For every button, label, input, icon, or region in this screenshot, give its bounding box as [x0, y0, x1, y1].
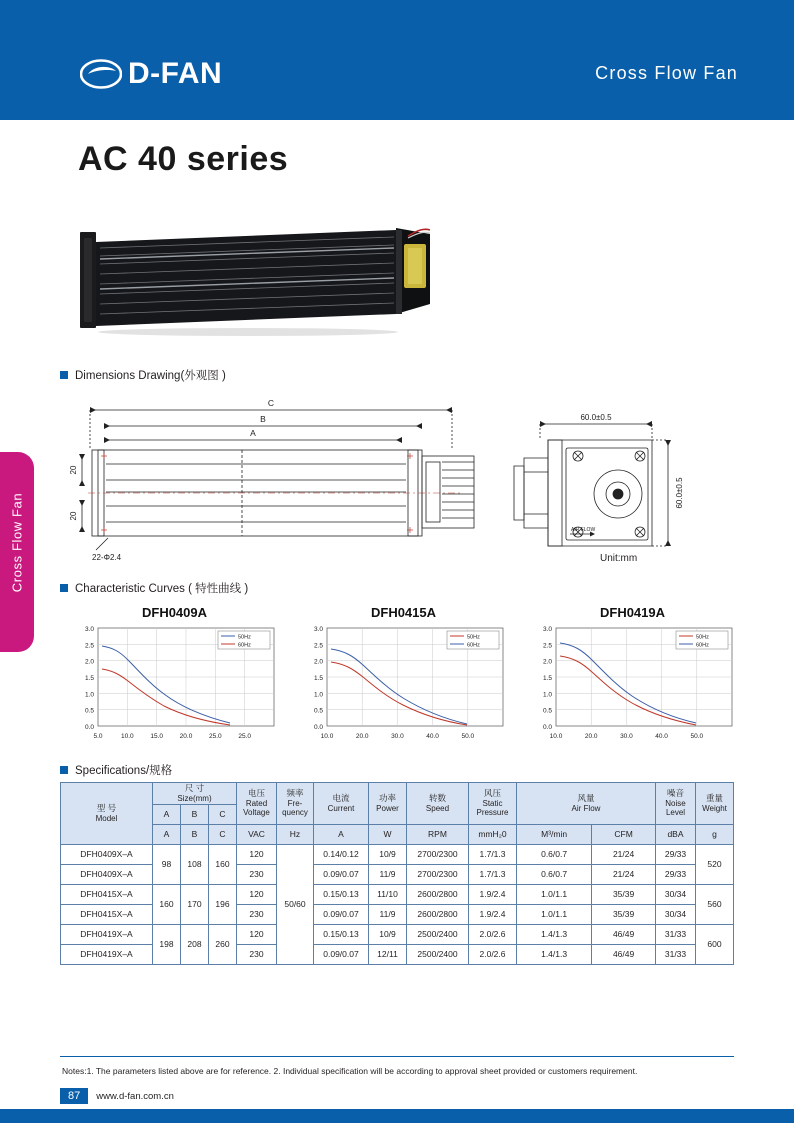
square-bullet-icon — [60, 371, 68, 379]
page-title: AC 40 series — [78, 140, 289, 178]
header-current: 电流 Current — [314, 783, 369, 825]
cell-cfm: 35/39 — [592, 884, 656, 904]
cell-flow-m3: 1.4/1.3 — [517, 944, 592, 964]
svg-text:40.0: 40.0 — [426, 733, 439, 740]
cell-noise: 31/33 — [656, 944, 696, 964]
unit-voltage: VAC — [237, 824, 277, 844]
svg-text:50.0: 50.0 — [690, 733, 704, 740]
cell-speed: 2700/2300 — [407, 864, 469, 884]
bottom-bar — [0, 1109, 794, 1123]
cell-power: 10/9 — [369, 924, 407, 944]
header-size-b: B — [181, 804, 209, 824]
svg-text:50Hz: 50Hz — [467, 634, 480, 641]
svg-text:0.5: 0.5 — [313, 707, 323, 715]
header-size-c: C — [209, 804, 237, 824]
curve-title: DFH0409A — [141, 605, 208, 620]
svg-text:60.0±0.5: 60.0±0.5 — [675, 477, 684, 509]
cell-voltage: 120 — [237, 924, 277, 944]
svg-text:20.0: 20.0 — [584, 733, 598, 740]
table-row — [61, 844, 734, 864]
cell-flow-m3: 0.6/0.7 — [517, 864, 592, 884]
table-row — [61, 924, 734, 944]
svg-text:20: 20 — [69, 511, 78, 521]
dimensions-drawing — [62, 388, 734, 568]
cell-speed: 2600/2800 — [407, 904, 469, 924]
unit-frequency: Hz — [277, 824, 314, 844]
cell-current: 0.09/0.07 — [314, 904, 369, 924]
cell-pressure: 1.9/2.4 — [469, 884, 517, 904]
svg-text:C: C — [267, 398, 275, 408]
cell-model: DFH0409X–A — [61, 844, 153, 864]
table-row — [61, 884, 734, 904]
svg-text:20.0: 20.0 — [179, 733, 193, 740]
section-heading-specifications — [60, 762, 172, 778]
header-voltage: 电压 Rated Voltage — [237, 783, 277, 825]
cell-size-b: 170 — [181, 884, 209, 924]
table-head — [61, 783, 734, 845]
cell-cfm: 21/24 — [592, 844, 656, 864]
cell-model: DFH0415X–A — [61, 904, 153, 924]
header-title: Cross Flow Fan — [595, 63, 738, 83]
svg-text:0.0: 0.0 — [313, 724, 323, 731]
svg-text:5.0: 5.0 — [93, 733, 103, 740]
header-air-flow: 风量 Air Flow — [517, 783, 656, 825]
svg-text:60.0±0.5: 60.0±0.5 — [580, 413, 612, 422]
unit-air-flow-cfm: CFM — [592, 824, 656, 844]
unit-weight: g — [696, 824, 734, 844]
unit-noise: dBA — [656, 824, 696, 844]
curve-chart-dfh0419a — [520, 605, 745, 755]
square-bullet-icon — [60, 584, 68, 592]
svg-text:0.5: 0.5 — [84, 707, 94, 715]
unit-size-a: A — [153, 824, 181, 844]
unit-size-c: C — [209, 824, 237, 844]
svg-text:A: A — [250, 428, 256, 438]
cell-size-a: 160 — [153, 884, 181, 924]
footer-divider — [60, 1056, 734, 1057]
square-bullet-icon — [60, 766, 68, 774]
header-static-pressure: 风压 Static Pressure — [469, 783, 517, 825]
svg-text:B: B — [260, 414, 266, 424]
cell-pressure: 1.7/1.3 — [469, 864, 517, 884]
unit-label: Unit:mm — [600, 553, 638, 564]
cell-size-c: 160 — [209, 844, 237, 884]
svg-text:2.0: 2.0 — [542, 658, 552, 666]
unit-power: W — [369, 824, 407, 844]
cell-power: 12/11 — [369, 944, 407, 964]
cell-cfm: 46/49 — [592, 944, 656, 964]
cell-flow-m3: 1.0/1.1 — [517, 884, 592, 904]
header-model: 型 号 Model — [61, 783, 153, 845]
product-photo — [78, 228, 430, 338]
header-size-a: A — [153, 804, 181, 824]
cell-pressure: 1.7/1.3 — [469, 844, 517, 864]
header-speed: 转数 Speed — [407, 783, 469, 825]
header-noise: 噪音 Noise Level — [656, 783, 696, 825]
cell-noise: 29/33 — [656, 844, 696, 864]
header-size: 尺 寸 Size(mm) — [153, 783, 237, 805]
curve-chart-dfh0409a — [62, 605, 287, 755]
svg-text:2.5: 2.5 — [84, 642, 94, 650]
svg-text:0.5: 0.5 — [542, 707, 552, 715]
cell-power: 11/9 — [369, 864, 407, 884]
svg-text:20.0: 20.0 — [355, 733, 369, 740]
specifications-table-wrapper — [60, 782, 734, 965]
cell-current: 0.15/0.13 — [314, 884, 369, 904]
header-power: 功率 Power — [369, 783, 407, 825]
cell-model: DFH0415X–A — [61, 884, 153, 904]
unit-speed: RPM — [407, 824, 469, 844]
cell-size-a: 198 — [153, 924, 181, 964]
notes-text: Notes:1. The parameters listed above are for reference. 2. Individual specification will be according to approval sheet provided or customers requirement. — [62, 1066, 638, 1076]
svg-text:50Hz: 50Hz — [696, 634, 709, 641]
cell-flow-m3: 1.4/1.3 — [517, 924, 592, 944]
svg-text:25.0: 25.0 — [208, 733, 222, 740]
cell-voltage: 230 — [237, 864, 277, 884]
svg-text:10.0: 10.0 — [320, 733, 334, 740]
svg-text:60Hz: 60Hz — [238, 642, 251, 649]
svg-text:50Hz: 50Hz — [238, 634, 251, 641]
svg-text:AIR FLOW: AIR FLOW — [571, 527, 596, 533]
cell-model: DFH0419X–A — [61, 944, 153, 964]
cell-cfm: 21/24 — [592, 864, 656, 884]
cell-voltage: 120 — [237, 884, 277, 904]
cell-voltage: 230 — [237, 904, 277, 924]
section-label-dimensions: Dimensions Drawing(外观图 ) — [75, 370, 226, 382]
unit-size-b: B — [181, 824, 209, 844]
svg-text:1.0: 1.0 — [313, 691, 323, 699]
svg-text:1.5: 1.5 — [84, 675, 94, 682]
table-header-row-1 — [61, 783, 734, 805]
table-body — [61, 844, 734, 964]
specifications-table — [60, 782, 734, 965]
cell-speed: 2600/2800 — [407, 884, 469, 904]
curve-chart-dfh0415a — [291, 605, 516, 755]
svg-text:2.5: 2.5 — [542, 642, 552, 650]
svg-text:2.5: 2.5 — [313, 642, 323, 650]
cell-pressure: 1.9/2.4 — [469, 904, 517, 924]
page-number: 87 — [60, 1088, 88, 1104]
svg-text:1.0: 1.0 — [84, 691, 94, 699]
svg-text:40.0: 40.0 — [655, 733, 668, 740]
side-tab-label: Cross Flow Fan — [9, 492, 25, 593]
cell-size-b: 208 — [181, 924, 209, 964]
cell-noise: 29/33 — [656, 864, 696, 884]
cell-cfm: 35/39 — [592, 904, 656, 924]
svg-text:10.0: 10.0 — [549, 733, 563, 740]
cell-current: 0.15/0.13 — [314, 924, 369, 944]
cell-flow-m3: 1.0/1.1 — [517, 904, 592, 924]
section-label-curves: Characteristic Curves ( 特性曲线 ) — [75, 583, 249, 595]
curve-title: DFH0419A — [599, 605, 666, 620]
cell-weight: 600 — [696, 924, 734, 964]
website-url[interactable]: www.d-fan.com.cn — [96, 1090, 174, 1102]
cell-size-c: 260 — [209, 924, 237, 964]
svg-text:22-Φ2.4: 22-Φ2.4 — [92, 553, 122, 562]
cell-weight: 520 — [696, 844, 734, 884]
brand-logo — [80, 57, 222, 91]
svg-text:3.0: 3.0 — [542, 626, 552, 633]
header-weight: 重量 Weight — [696, 783, 734, 825]
cell-noise: 30/34 — [656, 884, 696, 904]
section-label-specifications: Specifications/规格 — [75, 765, 173, 777]
svg-text:1.5: 1.5 — [542, 675, 552, 682]
cell-speed: 2700/2300 — [407, 844, 469, 864]
unit-static-pressure: mmH₂0 — [469, 824, 517, 844]
table-header-row-units — [61, 824, 734, 844]
svg-text:30.0: 30.0 — [620, 733, 633, 740]
page-footer — [60, 1088, 174, 1104]
svg-text:2.0: 2.0 — [313, 658, 323, 666]
cell-size-b: 108 — [181, 844, 209, 884]
svg-text:0.0: 0.0 — [84, 724, 94, 731]
curve-title: DFH0415A — [370, 605, 437, 620]
svg-text:25.0: 25.0 — [238, 733, 252, 740]
cell-current: 0.09/0.07 — [314, 944, 369, 964]
section-heading-curves — [60, 580, 248, 596]
cell-power: 11/10 — [369, 884, 407, 904]
d-fan-logo-icon — [80, 59, 122, 89]
svg-text:20: 20 — [69, 465, 78, 475]
unit-air-flow-m3: M³/min — [517, 824, 592, 844]
svg-text:60Hz: 60Hz — [696, 642, 709, 649]
cell-model: DFH0419X–A — [61, 924, 153, 944]
svg-text:2.0: 2.0 — [84, 658, 94, 666]
cell-pressure: 2.0/2.6 — [469, 944, 517, 964]
cell-power: 11/9 — [369, 904, 407, 924]
svg-text:3.0: 3.0 — [84, 626, 94, 633]
cell-speed: 2500/2400 — [407, 924, 469, 944]
svg-text:1.0: 1.0 — [542, 691, 552, 699]
cell-pressure: 2.0/2.6 — [469, 924, 517, 944]
svg-text:0.0: 0.0 — [542, 724, 552, 731]
cell-power: 10/9 — [369, 844, 407, 864]
cell-voltage: 120 — [237, 844, 277, 864]
cell-weight: 560 — [696, 884, 734, 924]
cell-speed: 2500/2400 — [407, 944, 469, 964]
svg-text:3.0: 3.0 — [313, 626, 323, 633]
section-heading-dimensions — [60, 367, 226, 383]
cell-cfm: 46/49 — [592, 924, 656, 944]
header-frequency: 频率 Fre- quency — [277, 783, 314, 825]
page-header — [0, 0, 794, 120]
side-tab — [0, 452, 34, 652]
svg-text:60Hz: 60Hz — [467, 642, 480, 649]
characteristic-curves — [62, 605, 734, 755]
svg-text:50.0: 50.0 — [461, 733, 475, 740]
cell-flow-m3: 0.6/0.7 — [517, 844, 592, 864]
cell-size-a: 98 — [153, 844, 181, 884]
svg-text:15.0: 15.0 — [150, 733, 164, 740]
cell-frequency: 50/60 — [277, 844, 314, 964]
brand-name: D-FAN — [128, 56, 223, 90]
cell-noise: 30/34 — [656, 904, 696, 924]
cell-voltage: 230 — [237, 944, 277, 964]
cell-current: 0.09/0.07 — [314, 864, 369, 884]
svg-text:1.5: 1.5 — [313, 675, 323, 682]
cell-noise: 31/33 — [656, 924, 696, 944]
unit-current: A — [314, 824, 369, 844]
cell-size-c: 196 — [209, 884, 237, 924]
svg-text:30.0: 30.0 — [391, 733, 404, 740]
svg-text:10.0: 10.0 — [120, 733, 134, 740]
cell-current: 0.14/0.12 — [314, 844, 369, 864]
cell-model: DFH0409X–A — [61, 864, 153, 884]
